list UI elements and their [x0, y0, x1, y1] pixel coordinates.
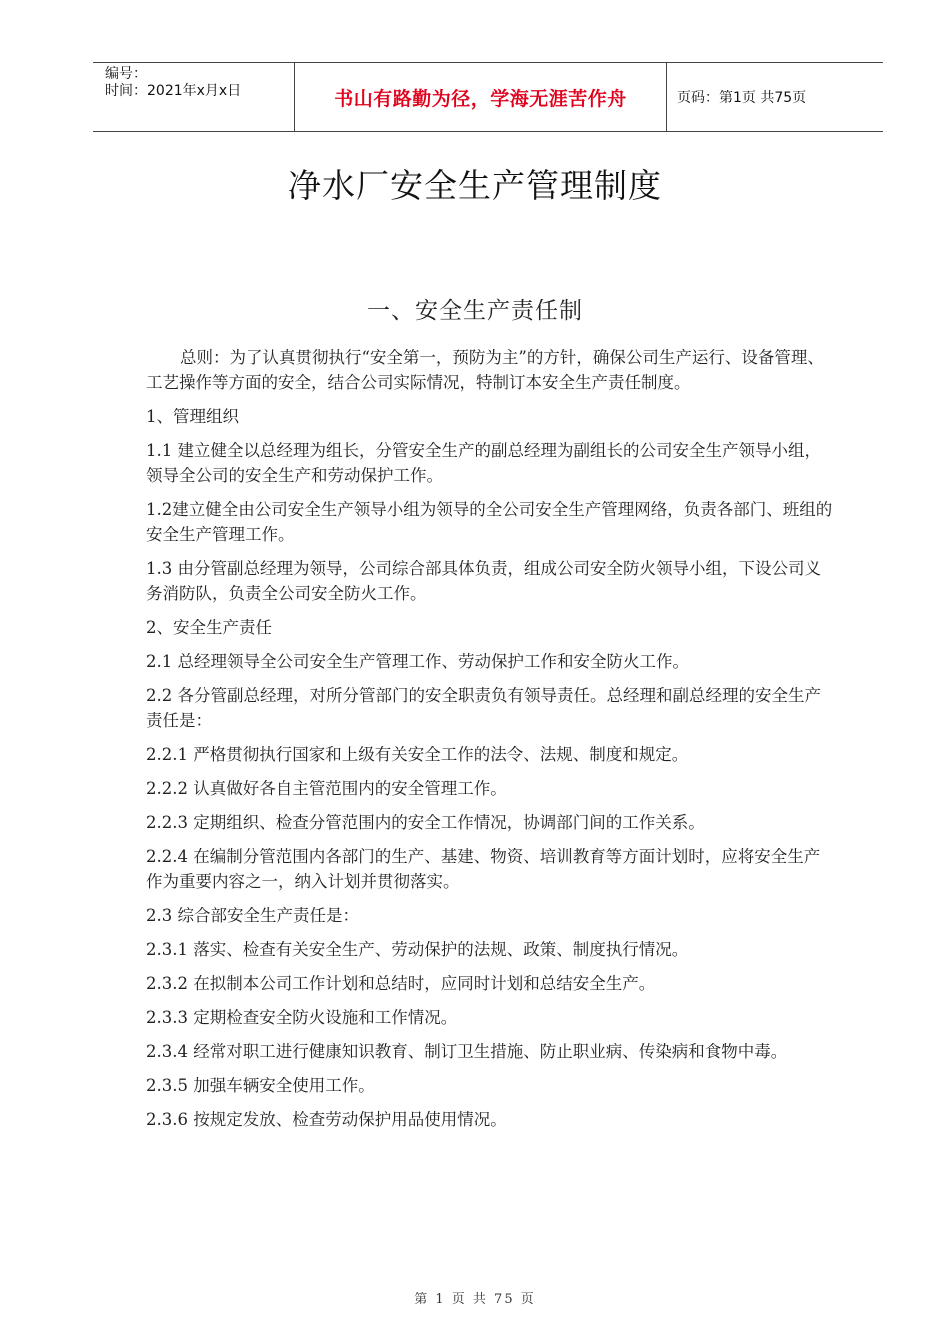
paragraph: 2.3 综合部安全生产责任是： — [146, 906, 359, 925]
paragraph: 2.2.2 认真做好各自主管范围内的安全管理工作。 — [146, 779, 507, 798]
serial-number-label: 编号： — [105, 66, 147, 82]
date-label: 时间：2021年x月x日 — [105, 83, 242, 99]
paragraph: 2.2.3 定期组织、检查分管范围内的安全工作情况，协调部门间的工作关系。 — [146, 813, 705, 832]
paragraph: 1.1 建立健全以总经理为组长，分管安全生产的副总经理为副组长的公司安全生产领导小组，领导全公司的安全生产和劳动保护工作。 — [146, 441, 821, 485]
page-footer: 第 1 页 共 75 页 — [414, 1292, 536, 1307]
paragraph: 2.3.2 在拟制本公司工作计划和总结时，应同时计划和总结安全生产。 — [146, 974, 656, 993]
header-page-info: 页码：第1页 共75页 — [677, 90, 807, 106]
section-title: 一、安全生产责任制 — [367, 298, 583, 324]
paragraph: 2.3.5 加强车辆安全使用工作。 — [146, 1076, 375, 1095]
paragraph: 2.3.4 经常对职工进行健康知识教育、制订卫生措施、防止职业病、传染病和食物中毒。 — [146, 1042, 788, 1061]
document-title: 净水厂安全生产管理制度 — [288, 166, 662, 205]
paragraph: 2.2.1 严格贯彻执行国家和上级有关安全工作的法令、法规、制度和规定。 — [146, 745, 689, 764]
paragraph: 1.2建立健全由公司安全生产领导小组为领导的全公司安全生产管理网络，负责各部门、班组的安全生产管理工作。 — [146, 500, 833, 544]
header-motto: 书山有路勤为径，学海无涯苦作舟 — [295, 63, 667, 131]
paragraph: 2.3.3 定期检查安全防火设施和工作情况。 — [146, 1008, 458, 1027]
intro-paragraph: 总则：为了认真贯彻执行“安全第一，预防为主”的方针，确保公司生产运行、设备管理、工艺操作等方面的安全，结合公司实际情况，特制订本安全生产责任制度。 — [146, 348, 824, 392]
document-body — [146, 345, 836, 1141]
header-meta — [93, 63, 295, 131]
paragraph: 2、安全生产责任 — [146, 618, 272, 637]
paragraph: 1.3 由分管副总经理为领导，公司综合部具体负责，组成公司安全防火领导小组，下设公司义务消防队，负责全公司安全防火工作。 — [146, 559, 821, 603]
paragraph: 2.2.4 在编制分管范围内各部门的生产、基建、物资、培训教育等方面计划时，应将安全生产作为重要内容之一，纳入计划并贯彻落实。 — [146, 847, 821, 891]
paragraph: 2.3.1 落实、检查有关安全生产、劳动保护的法规、政策、制度执行情况。 — [146, 940, 689, 959]
paragraph: 2.3.6 按规定发放、检查劳动保护用品使用情况。 — [146, 1110, 507, 1129]
paragraph: 1、管理组织 — [146, 407, 239, 426]
paragraph: 2.1 总经理领导全公司安全生产管理工作、劳动保护工作和安全防火工作。 — [146, 652, 689, 671]
paragraph: 2.2 各分管副总经理，对所分管部门的安全职责负有领导责任。总经理和副总经理的安全生产责任是： — [146, 686, 821, 730]
header-table — [93, 62, 883, 132]
